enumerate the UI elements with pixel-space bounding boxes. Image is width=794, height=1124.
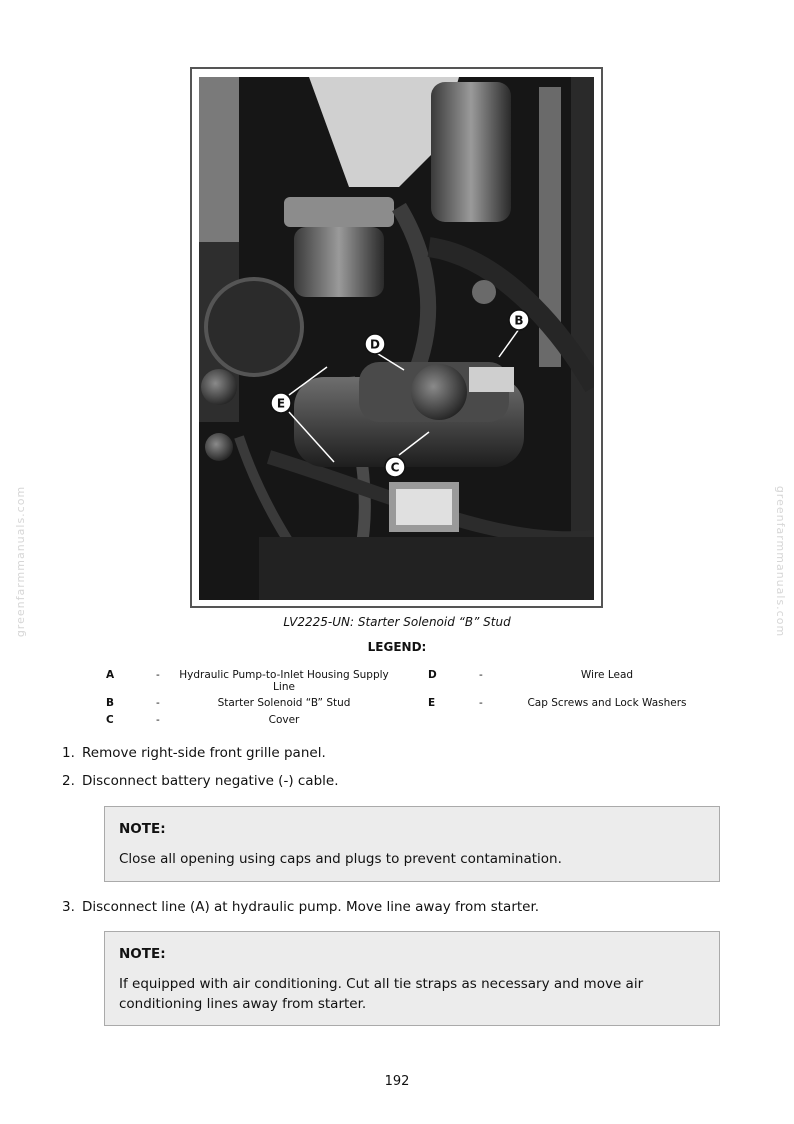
engine-photo bbox=[199, 77, 594, 600]
step-3 bbox=[62, 898, 539, 916]
note-text: If equipped with air conditioning. Cut all tie straps as necessary and move air conditioning lines away from starter. bbox=[119, 976, 644, 1012]
watermark-right: greenfarmmanuals.com bbox=[774, 485, 788, 638]
legend-desc-b: Starter Solenoid “B” Stud bbox=[217, 697, 351, 709]
step-number: 2. bbox=[62, 773, 75, 789]
starter-photo-illustration bbox=[199, 77, 594, 600]
legend-desc-c: Cover bbox=[268, 714, 300, 726]
legend-dash: - bbox=[479, 697, 483, 709]
legend-key-d: D bbox=[428, 669, 437, 681]
step-2 bbox=[62, 772, 339, 790]
legend-desc-a: Hydraulic Pump-to-Inlet Housing Supply Line bbox=[179, 669, 389, 693]
svg-text:D: D bbox=[370, 337, 380, 352]
legend-dash: - bbox=[156, 697, 160, 709]
svg-text:C: C bbox=[390, 460, 400, 475]
legend-key-b: B bbox=[106, 697, 115, 709]
step-number: 3. bbox=[62, 899, 75, 915]
step-text: Remove right-side front grille panel. bbox=[82, 745, 326, 761]
step-number: 1. bbox=[62, 745, 75, 761]
callout-c bbox=[385, 457, 405, 477]
note-title: NOTE: bbox=[119, 821, 166, 837]
step-text: Disconnect battery negative (-) cable. bbox=[82, 773, 339, 789]
note-title: NOTE: bbox=[119, 946, 166, 962]
svg-text:B: B bbox=[514, 313, 524, 328]
legend-dash: - bbox=[156, 714, 160, 726]
legend-title: LEGEND: bbox=[367, 640, 427, 654]
note-box-1 bbox=[104, 806, 720, 882]
svg-text:E: E bbox=[276, 396, 286, 411]
step-1 bbox=[62, 744, 326, 762]
callout-b bbox=[509, 310, 529, 330]
legend-key-a: A bbox=[106, 669, 115, 681]
legend-key-e: E bbox=[428, 697, 436, 709]
legend-dash: - bbox=[479, 669, 483, 681]
figure-caption: LV2225-UN: Starter Solenoid “B” Stud bbox=[283, 615, 511, 629]
watermark-left: greenfarmmanuals.com bbox=[14, 485, 28, 638]
legend-desc-e: Cap Screws and Lock Washers bbox=[527, 697, 687, 709]
legend-dash: - bbox=[156, 669, 160, 681]
note-box-2 bbox=[104, 931, 720, 1026]
note-text: Close all opening using caps and plugs to prevent contamination. bbox=[119, 851, 562, 867]
legend-key-c: C bbox=[106, 714, 114, 726]
figure-frame bbox=[190, 67, 603, 608]
page-number: 192 bbox=[384, 1074, 410, 1089]
callout-d bbox=[365, 334, 385, 354]
callout-e bbox=[271, 393, 291, 413]
legend-desc-d: Wire Lead bbox=[580, 669, 634, 681]
step-text: Disconnect line (A) at hydraulic pump. Move line away from starter. bbox=[82, 899, 540, 915]
